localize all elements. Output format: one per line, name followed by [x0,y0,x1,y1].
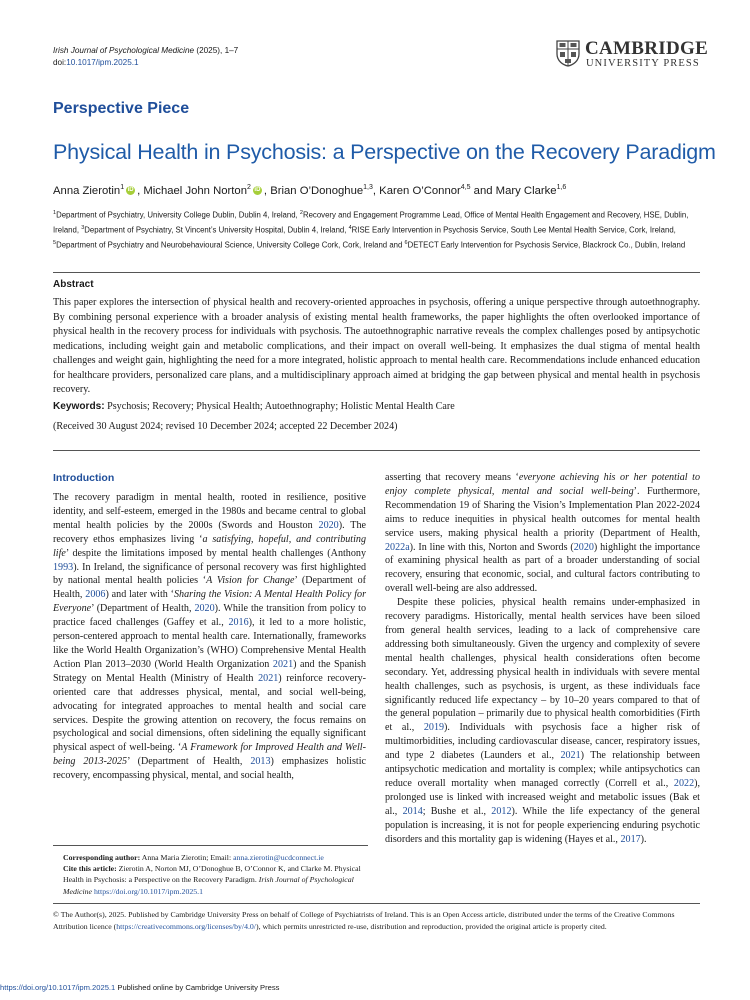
citation-link[interactable]: 2013 [250,756,271,768]
paragraph-text: ’ (Department of Health, [127,756,251,768]
paragraph-text: ; Bushe et al., [422,805,492,817]
citation-link[interactable]: 2012 [491,805,512,817]
footer-doi-link[interactable]: https://doi.org/10.1017/ipm.2025.1 [0,983,116,992]
footnote-divider [53,845,368,846]
affiliations [53,207,700,252]
citation-link[interactable]: 1993 [53,561,74,573]
author-separator: , [263,184,271,197]
paragraph-text: a satisfying, hopeful, and contributing life [53,533,366,559]
affiliation-text: Department of Psychiatry, St Vincent’s University Hospital, Dublin 4, Ireland, [84,225,349,235]
copyright-notice [53,909,700,932]
copyright-post: ), which permits unrestricted re-use, distribution and reproduction, provided the original article is properly cited. [255,921,607,931]
orcid-icon[interactable]: iD [127,187,134,194]
author-name: Anna Zierotin [53,184,121,197]
cite-journal: Irish Journal of Psychological Medicine [63,875,354,896]
author-name: Karen O’Connor [379,184,461,197]
citation-link[interactable]: 2021 [560,750,581,762]
column-right [385,471,700,846]
paragraph-text: ) reinforce recovery-oriented care that addresses physical, mental, and social well-being, advocating for integrated approaches to mental health and social care services. Despite the growing attention on recovery, the focus remains on psychological and social dimensions, often sidelining the equally significant physical aspect of well-being. ‘ [53,672,366,754]
introduction-heading: Introduction [53,472,115,484]
paragraph-text: asserting that recovery means ‘ [385,472,519,483]
author-name: Michael John Norton [143,184,247,197]
correspondence-block [53,852,368,897]
divider [53,450,700,451]
paragraph-text: ). In line with this, Norton and Swords ( [409,541,574,553]
paragraph-text: ) and later with ‘ [105,589,174,601]
corresponding-email-link[interactable]: anna.zierotin@ucdconnect.ie [233,853,324,862]
affiliation-text: Department of Psychiatry, University College Dublin, Dublin 4, Ireland, [56,210,300,220]
divider [53,272,700,273]
keywords-label: Keywords: [53,401,105,412]
author-affiliation-sup: 1,6 [556,184,567,191]
received-dates: (Received 30 August 2024; revised 10 December 2024; accepted 22 December 2024) [53,421,398,432]
corresponding-text: Anna Maria Zierotin; Email: [140,853,234,862]
affiliation-number: 2 [299,210,303,216]
doi-label: doi: [53,58,67,67]
author-separator: , [137,184,144,197]
author-affiliation-sup: 1,3 [363,184,373,191]
keywords [53,400,700,414]
paragraph-text: A Vision for Change [206,575,295,587]
paragraph-text: ’ (Department of Health, [53,575,366,601]
affiliation-text: RISE Early Intervention in Psychosis Service, South Lee Mental Health Service, Cork, Ireland, [351,225,676,235]
citation-link[interactable]: 2020 [194,603,215,615]
author-name: Mary Clarke [495,184,557,197]
keywords-text: Psychosis; Recovery; Physical Health; Autoethnography; Holistic Mental Health Care [104,401,455,412]
paragraph-text: ), it led to a more holistic, person-centered approach to mental health care. Internationally, frameworks like the World Health Organization’s (WHO) Comprehensive Mental Health Action Plan 2013–2030 (World Health Organization [53,617,366,670]
citation-link[interactable]: 2019 [423,722,445,734]
logo-line2: UNIVERSITY PRESS [586,58,700,69]
paragraph [385,471,700,596]
page-footer [0,983,279,992]
paragraph-text: everyone achieving his or her potential to enjoy complete physical, mental and social well-being [385,472,701,497]
paragraph-text: ) emphasizes holistic recovery, encompassing physical, mental, and social health, [53,756,366,782]
affiliation-text: Recovery and Engagement Programme Lead, Office of Mental Health Engagement and Recovery, HSE, Dublin, Ireland, [53,210,689,235]
citation-link[interactable]: 2020 [318,519,339,531]
citation-link[interactable]: 2014 [402,805,423,817]
paragraph-text: The recovery paradigm in mental health, rooted in resilience, positive identity, and self-esteem, emerged in the 1980s and became central to global mental health policies by the 2000s (Swords and Houston [53,492,366,531]
article-type: Perspective Piece [53,100,190,117]
paragraph-text: A Framework for Improved Health and Well-being 2013-2025 [53,742,366,768]
cite-text: Zierotin A, Norton MJ, O’Donoghue B, O’Connor K, and Clarke M. Physical Health in Psychosis: a Perspective on the Recovery Paradigm. [63,864,361,885]
cite-label: Cite this article: [63,864,117,874]
abstract-text: This paper explores the intersection of physical health and recovery-oriented approaches in psychosis, offering a unique perspective through autoethnography. By combining personal experience with a broader analysis of existing mental health frameworks, the paper highlights the often overlooked importance of physical health in the recovery process for individuals with psychosis. The autoethnographic narrative reveals the complex challenges posed by antipsychotic medications, including weight gain and metabolic complications, and their impact on overall well-being. It emphasizes the dual stigma of mental health challenges and weight gain, highlighting the need for a more integrated, holistic approach to mental health care. Recommendations include enhanced education for healthcare providers, personalized care plans, and a multidisciplinary approach aimed at bridging the gap between physical and mental health in psychosis recovery. [53,297,700,395]
cite-doi-link[interactable]: https://doi.org/10.1017/ipm.2025.1 [92,886,203,896]
cambridge-shield-icon [556,40,580,67]
divider [53,903,700,904]
journal-name: Irish Journal of Psychological Medicine [53,46,195,55]
paragraph-text: Sharing the Vision: A Mental Health Policy for Everyone [53,589,367,615]
citation-link[interactable]: 2016 [228,617,249,629]
paragraph-text: ) The relationship between antipsychotic medication and mortality is complex; while antipsychotics can reduce overall mortality when managed correctly (Correll et al., [385,750,700,789]
paragraph-text: ), prolonged use is linked with increased weight and metabolic issues (Bak et al., [385,777,700,817]
author-affiliation-sup: 1 [120,184,125,191]
author-name: Brian O’Donoghue [270,184,364,197]
orcid-icon[interactable]: iD [254,187,261,194]
affiliation-number: 6 [404,240,408,246]
citation-link[interactable]: 2021 [258,672,279,684]
author-separator: and [470,184,496,197]
footer-text: Published online by Cambridge University Press [115,983,280,992]
paragraph-text: ). While the life expectancy of the general population is increasing, it is not for people experiencing enduring psychotic disorders and this mortality gap is widening (Hayes et al., [385,805,701,845]
citation-link[interactable]: 2022 [673,777,695,789]
affiliation-number: 4 [348,225,352,231]
doi-link[interactable]: 10.1017/ipm.2025.1 [66,58,139,67]
affiliation-number: 3 [81,225,85,231]
paragraph-text: ). The recovery ethos emphasizes living ‘ [53,519,366,545]
citation-link[interactable]: 2022a [385,541,410,553]
citation-link[interactable]: 2021 [272,658,294,670]
author-affiliation-sup: 2 [247,184,251,191]
column-left [53,491,366,783]
copyright-pre: © The Author(s), 2025. Published by Cambridge University Press on behalf of College of Psychiatrists of Ireland. This is an Open Access article, distributed under the terms of the Creative Commons Attribution licence ( [53,910,675,931]
journal-year-pages: (2025), 1–7 [194,46,239,55]
journal-info [53,45,238,69]
author-list [53,184,566,197]
paragraph-text: ) and the Spanish Strategy on Mental Health (Ministry of Health [53,658,367,684]
paragraph-text: ). Individuals with psychosis face a higher risk of multimorbidities, including cardiovascular disease, cancer, respiratory issues, and type 2 diabetes (Launders et al., [385,722,701,762]
citation-link[interactable]: 2006 [85,589,106,601]
corresponding-label: Corresponding author: [63,853,141,862]
logo-line1: CAMBRIDGE [585,38,709,59]
paragraph-text: ’. Furthermore, Recommendation 19 of Sharing the Vision’s Implementation Plan 2022-2024 aims to reduce inequities in physical health outcomes for mental health service users, making physical health a priority (Department of Health, [385,485,700,539]
article-title: Physical Health in Psychosis: a Perspective on the Recovery Paradigm [53,140,716,164]
affiliation-text: Department of Psychiatry and Neurobehavioural Science, University College Cork, Cork, Ireland and [56,240,405,250]
paragraph-text: ) highlight the importance of examining physical health as part of a broader understanding of social recovery, ensuring that economic, social, and cultural factors contributing to overall well-being are also addressed. [385,541,700,595]
citation-link[interactable]: 2017 [620,833,641,845]
paragraph-text: ’ (Department of Health, [91,603,195,615]
author-affiliation-sup: 4,5 [460,184,471,191]
affiliation-text: DETECT Early Intervention for Psychosis Service, Blackrock Co., Dublin, Ireland [407,240,686,250]
license-link[interactable]: https://creativecommons.org/licenses/by/4.0/ [116,921,256,931]
paragraph-text: Despite these policies, physical health remains under-emphasized in recovery paradigms. Historically, mental health services have been siloed from general health services, leading to a lack of comprehensive care addressing both simultaneously. Given the urgency and complexity of severe mental health challenges, physical health considerations often become secondary. Yet, addressing physical health in individuals with severe mental health challenges, such as psychosis, is urgent, as these individuals face significantly reduced life expectancy – by 10–20 years compared to that of the general population – primarily due to physical health comorbidities (Firth et al., [385,597,700,734]
paragraph-text: ’ despite the limitations imposed by mental health challenges (Anthony [65,547,366,559]
paragraph-text: ). In Ireland, the significance of personal recovery was first highlighted by national mental health policies ‘ [53,561,366,587]
paragraph-text: ). [640,833,647,845]
affiliation-number: 5 [53,240,57,246]
author-separator: , [372,184,380,197]
abstract-heading: Abstract [53,279,94,290]
paragraph-text: ). While the transition from policy to practice faced challenges (Gaffey et al., [53,603,366,629]
cambridge-logo[interactable] [556,37,709,71]
paragraph [53,491,366,783]
citation-link[interactable]: 2020 [573,541,594,553]
affiliation-number: 1 [53,210,57,216]
paragraph [385,596,700,846]
